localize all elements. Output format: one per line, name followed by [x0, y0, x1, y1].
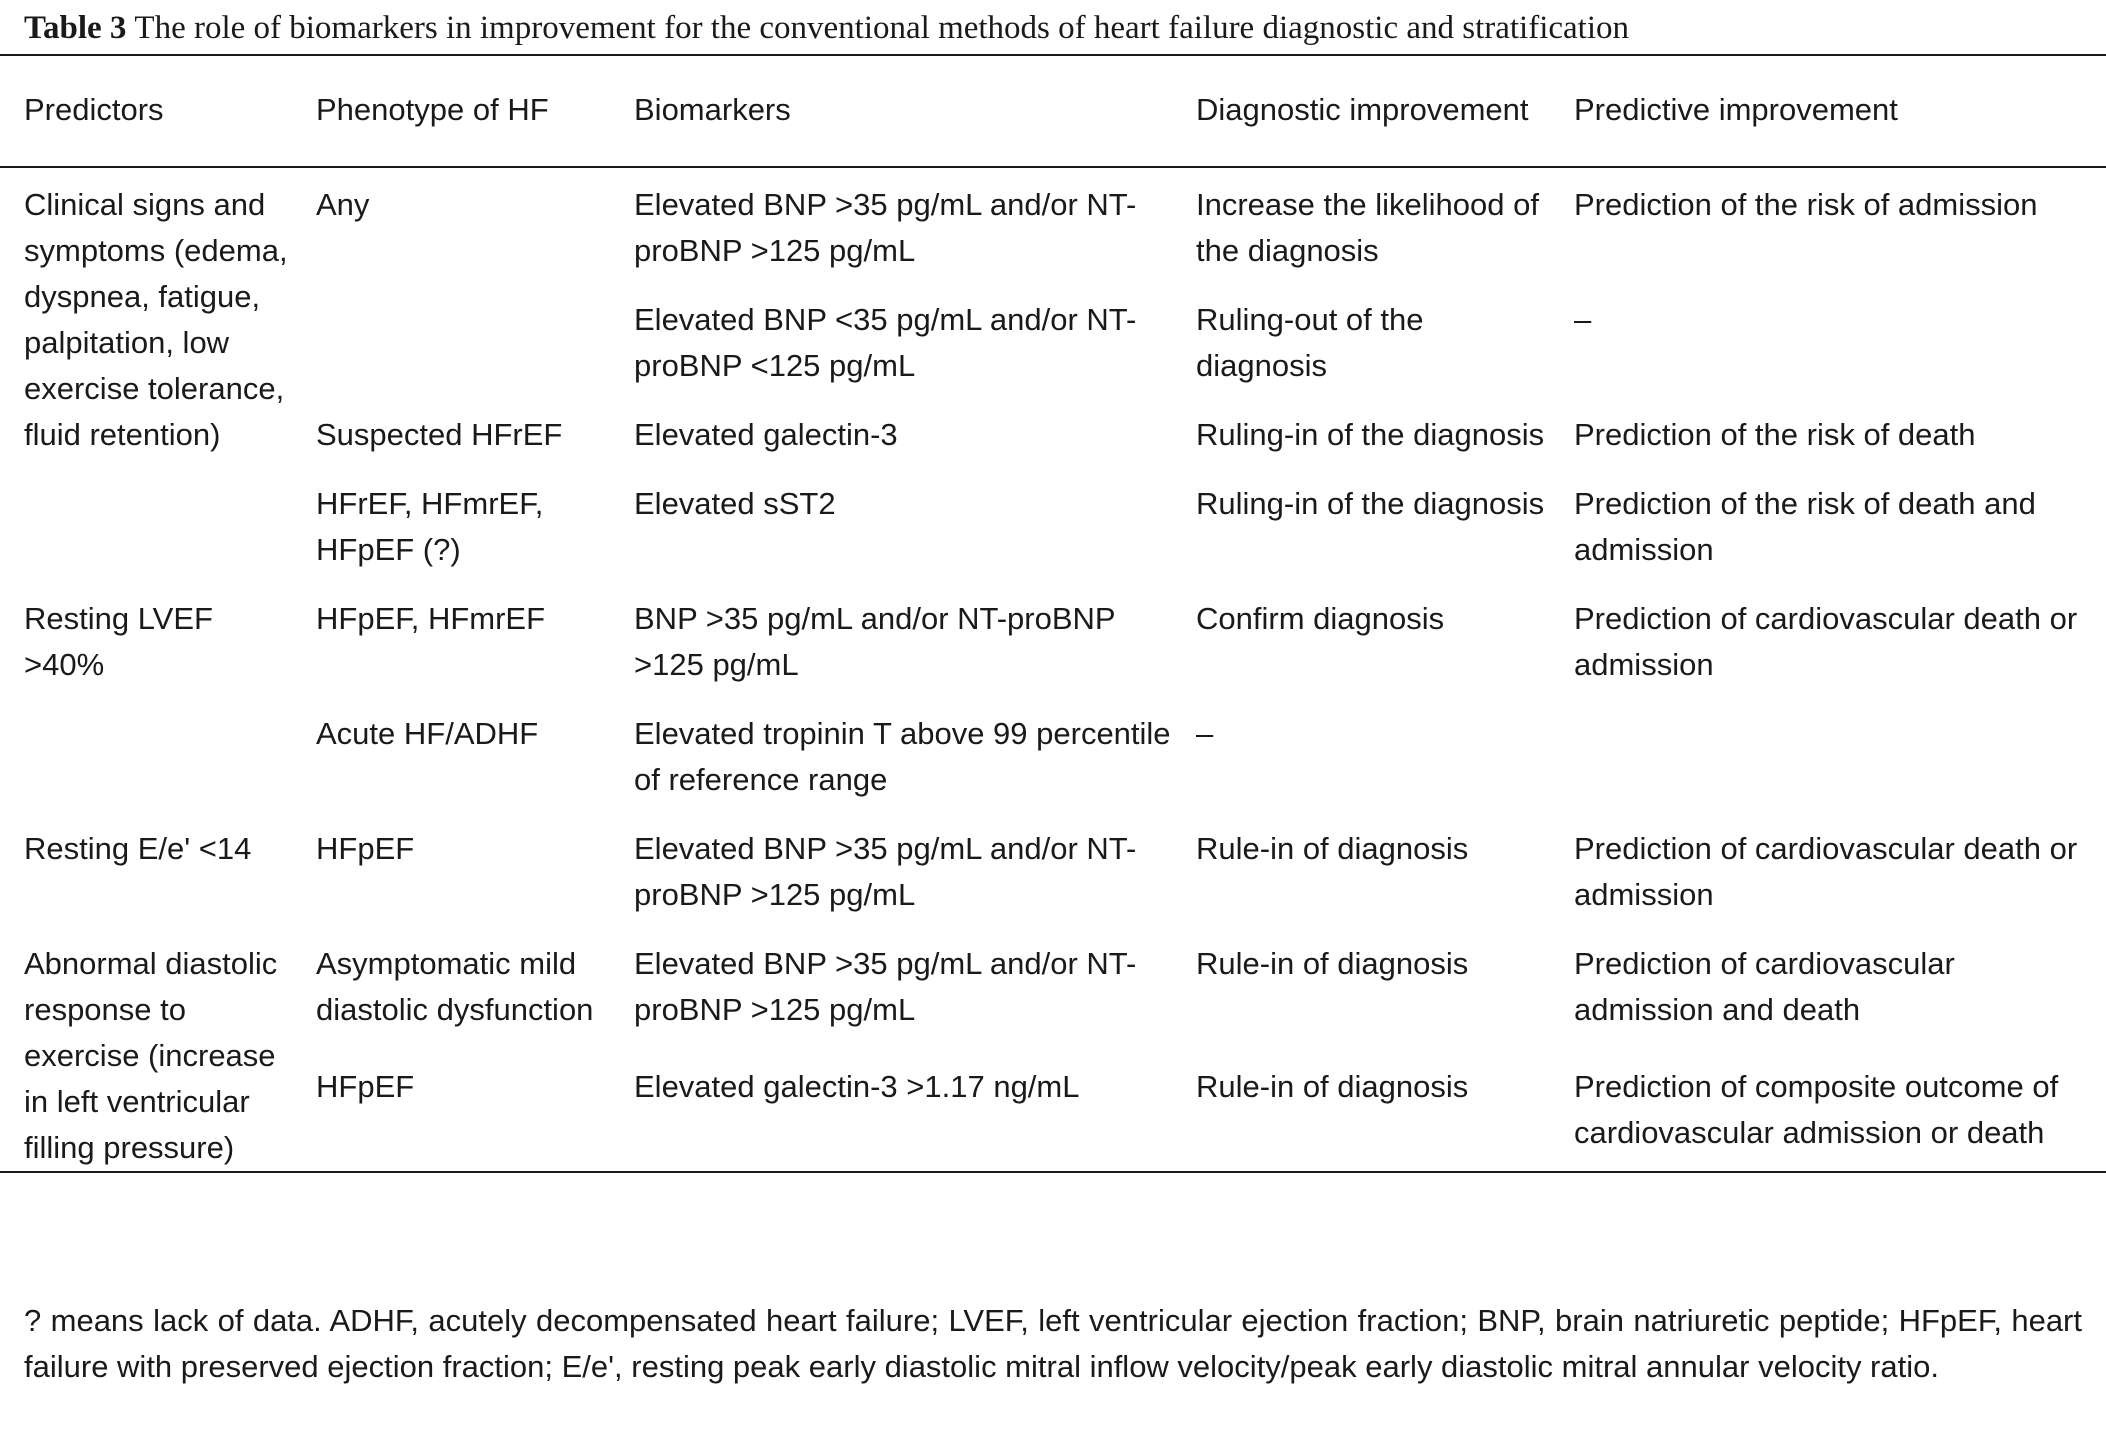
diagnostic-cell: Rule-in of diagnosis — [1196, 946, 1469, 981]
biomarker-cell: Elevated BNP >35 pg/mL and/or NT-proBNP >125 pg/mL — [634, 831, 1137, 912]
table-row — [0, 274, 2106, 389]
header-phenotype: Phenotype of HF — [316, 92, 549, 127]
table-row — [0, 573, 2106, 688]
diagnostic-cell: Ruling-out of the diagnosis — [1196, 302, 1424, 383]
predictive-cell: Prediction of cardiovascular death or admission — [1574, 831, 2078, 912]
diagnostic-cell: Increase the likelihood of the diagnosis — [1196, 187, 1539, 268]
table-row — [0, 688, 2106, 803]
predictive-cell: Prediction of composite outcome of cardiovascular admission or death — [1574, 1069, 2059, 1151]
header-row — [0, 55, 2106, 167]
table-body — [0, 167, 2106, 1172]
phenotype-cell: HFrEF, HFmrEF, HFpEF (?) — [316, 486, 544, 567]
biomarker-cell: BNP >35 pg/mL and/or NT-proBNP >125 pg/mL — [634, 601, 1116, 682]
diagnostic-cell: Ruling-in of the diagnosis — [1196, 486, 1545, 521]
predictive-cell: Prediction of cardiovascular death or admission — [1574, 601, 2078, 682]
table-row — [0, 918, 2106, 1041]
biomarker-cell: Elevated BNP >35 pg/mL and/or NT-proBNP >125 pg/mL — [634, 946, 1137, 1027]
predictor-cell: Abnormal diastolic response to exercise (increase in left ventricular filling pressure) — [24, 946, 278, 1165]
predictor-cell: Resting E/e' <14 — [24, 831, 252, 866]
phenotype-cell: Suspected HFrEF — [316, 417, 563, 452]
table-row — [0, 803, 2106, 918]
table-header — [0, 55, 2106, 167]
biomarker-cell: Elevated sST2 — [634, 486, 836, 521]
diagnostic-cell: – — [1196, 716, 1214, 751]
header-diagnostic-improvement: Diagnostic improvement — [1196, 92, 1529, 127]
header-predictors: Predictors — [24, 92, 164, 127]
phenotype-cell — [292, 274, 610, 389]
phenotype-cell: HFpEF — [316, 831, 415, 866]
table-caption-label: Table 3 — [24, 10, 127, 46]
phenotype-cell: Asymptomatic mild diastolic dysfunction — [316, 946, 594, 1027]
phenotype-cell: HFpEF, HFmrEF — [316, 601, 546, 636]
table-row — [0, 389, 2106, 458]
predictive-cell: Prediction of the risk of death — [1574, 417, 1976, 452]
table-row — [0, 458, 2106, 573]
table-footnote: ? means lack of data. ADHF, acutely decompensated heart failure; LVEF, left ventricular ejection fraction; BNP, brain natriuretic peptide; HFpEF, heart failure with preserved ejection fraction; E/e', resting peak early diastolic mitral inflow velocity/peak early diastolic mitral annular velocity ratio. — [24, 1303, 2082, 1384]
header-predictive-improvement: Predictive improvement — [1574, 92, 1898, 127]
phenotype-cell: HFpEF — [316, 1069, 415, 1105]
diagnostic-cell: Rule-in of diagnosis — [1196, 831, 1469, 866]
biomarker-cell: Elevated BNP >35 pg/mL and/or NT-proBNP >125 pg/mL — [634, 187, 1137, 268]
diagnostic-cell: Ruling-in of the diagnosis — [1196, 417, 1545, 452]
phenotype-cell: Acute HF/ADHF — [316, 716, 539, 751]
header-biomarkers: Biomarkers — [634, 92, 791, 127]
predictive-cell — [1550, 688, 2106, 803]
biomarker-cell: Elevated galectin-3 — [634, 417, 898, 452]
table-row — [0, 1041, 2106, 1172]
diagnostic-cell: Confirm diagnosis — [1196, 601, 1445, 636]
predictive-cell: – — [1574, 302, 1592, 337]
table-caption-text: The role of biomarkers in improvement for the conventional methods of heart failure diagnostic and stratification — [134, 10, 1630, 46]
table-caption — [24, 8, 1629, 48]
biomarker-table — [0, 54, 2106, 1173]
predictive-cell: Prediction of the risk of admission — [1574, 187, 2038, 222]
predictor-cell: Clinical signs and symptoms (edema, dyspnea, fatigue, palpitation, low exercise tolerance, fluid retention) — [24, 187, 288, 452]
predictive-cell: Prediction of the risk of death and admission — [1574, 486, 2036, 567]
biomarker-cell: Elevated BNP <35 pg/mL and/or NT-proBNP <125 pg/mL — [634, 302, 1137, 383]
phenotype-cell: Any — [316, 187, 370, 222]
predictor-cell: Resting LVEF >40% — [24, 601, 213, 682]
biomarker-cell: Elevated galectin-3 >1.17 ng/mL — [634, 1069, 1080, 1105]
biomarker-cell: Elevated tropinin T above 99 percentile of reference range — [634, 716, 1171, 797]
predictive-cell: Prediction of cardiovascular admission and death — [1574, 946, 1955, 1027]
table-row — [0, 167, 2106, 274]
diagnostic-cell: Rule-in of diagnosis — [1196, 1069, 1469, 1105]
